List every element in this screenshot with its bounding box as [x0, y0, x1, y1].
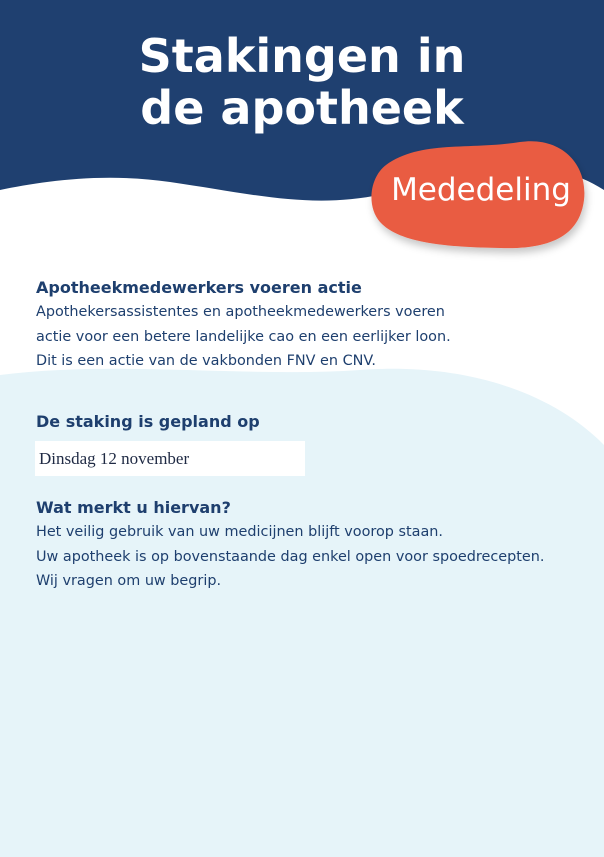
text-line: Dit is een actie van de vakbonden FNV en CNV.: [36, 353, 376, 369]
section-heading-actie: Apotheekmedewerkers voeren actie: [36, 278, 362, 297]
title-line-1: Stakingen in: [138, 29, 466, 83]
section-heading-staking: De staking is gepland op: [36, 412, 260, 431]
mededeling-badge: Mededeling: [391, 172, 571, 208]
page-title: [0, 30, 604, 134]
title-line-2: de apotheek: [140, 81, 464, 135]
text-line: Uw apotheek is op bovenstaande dag enkel open voor spoedrecepten.: [36, 548, 545, 565]
section-heading-wat-merkt: Wat merkt u hiervan?: [36, 498, 231, 517]
section-text-actie: [36, 300, 576, 374]
text-line: Apothekersassistentes en apotheekmedewerkers voeren: [36, 304, 445, 320]
text-line: Wij vragen om uw begrip.: [36, 573, 222, 589]
strike-date-field[interactable]: Dinsdag 12 november: [35, 441, 305, 476]
section-text-wat-merkt: [36, 520, 576, 594]
text-line: actie voor een betere landelijke cao en een eerlijker loon.: [36, 328, 451, 345]
text-line: Het veilig gebruik van uw medicijnen blijft voorop staan.: [36, 524, 443, 540]
